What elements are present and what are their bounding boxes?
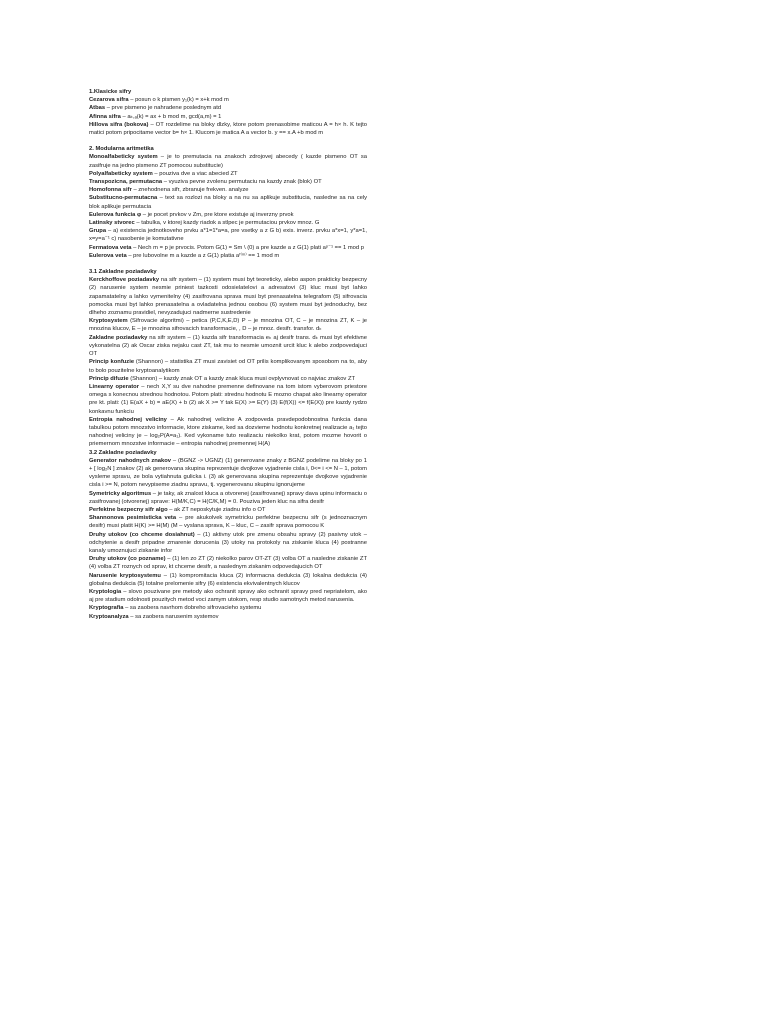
entry-paragraph [89,170,367,178]
entry-term: Polyalfabeticky system [89,170,153,177]
entry-paragraph [89,178,367,186]
entry-text: – a) existencia jednotkoveho prvku a*1=1*a=a, pre vsetky a z G b) exis. inverz. prvku a*x=1, y*a=1, x=y=a⁻¹ c) nasobenie je komutativne [89,228,367,243]
entry-text: (Shannon) – statistika ZT musi zavisiet od OT prilis komplikovanym sposobom na to, aby to bolo pouzitelne kryptoanalytikom [89,359,367,374]
entry-paragraph [89,375,367,383]
entry-text: – pre lubovolne m a kazde a z G(1) platia aᶠ⁽ᵐ⁾ == 1 mod m [126,252,280,259]
entry-paragraph [89,96,367,104]
entry-term: Monoalfabeticky system [89,154,158,161]
entry-paragraph [89,514,367,530]
entry-paragraph [89,276,367,317]
document-page [89,88,367,621]
entry-text: – je pocet prvkov v Zm, pre ktore existuje aj inverzny prvok [141,211,294,218]
entry-paragraph [89,416,367,449]
entry-paragraph [89,506,367,514]
entry-text: – pouziva dve a viac abecied ZT [152,170,238,177]
entry-text: – aₖ,ₐ(k) = ax + b mod m, gcd(a,m) = 1 [120,113,222,120]
entry-term: Kryptografia [89,605,124,612]
entry-paragraph [89,555,367,571]
entry-text: – znehodnena sifr, zbranuje frekven. analyze [131,187,249,194]
entry-text: na sifr system – (1) system musi byt teoreticky, alebo aspon prakticky bezpecny (2) narusenie system nesmie priniest tazkosti odosielatelovi a adresatovi (3) kluc musi byt lahko zapamatatelny a lahko vymenitelny (4) zasifrovana sprava musi byt prenasatelna telegrafom (5) sifrovacia pomocka musi byt lahko prenasatelna a ovladatelna jednou osobou (6) system musi byt jednoduchy, bez dlheho zoznamu pravidiel, nevyzadujuci nadmerne sustredenie [89,277,367,317]
entry-term: Narusenie kryptosystemu [89,572,161,579]
entry-text: – (BGNZ -> UGNZ) (1) generovane znaky z BGNZ podelime na bloky po 1 + [ log₂N ] znakov (2) ak generovana skupina reprezentuje dvojkove vyjadrenie cisla i, 0<= i <= N – 1, potom vysleme spravu, ze bola vytiahnuta gulicka i. (3) ak generovana skupina reprezentuje dvojkove vyjadrenie cisla i >= N, potom nevypiseme ziadnu spravu, tj. vygenerovanu skupinu ignorujeme [89,457,367,489]
entry-paragraph [89,613,367,621]
entry-paragraph [89,186,367,194]
entry-paragraph [89,358,367,374]
entry-paragraph [89,244,367,252]
entry-paragraph [89,588,367,604]
entry-term: Kryptosystem [89,318,128,325]
entry-text: – pre akukolvek symetricku perfektne bezpecnu sifr (s jednoznacnym desifr) musi platit H(K) >= H(M) (M – vyslana sprava, K – kluc, C – zasifr sprava pomocou K [89,515,367,530]
entry-term: Zakladne poziadavky [89,334,148,341]
entry-paragraph [89,153,367,169]
entry-term: Perfektne bezpecny sifr algo [89,506,168,513]
section-title: 2. Modularna aritmetika [89,146,154,153]
entry-text: – ak ZT neposkytuje ziadnu info o OT [167,506,266,513]
entry-term: Hillova sifra (bokova) [89,121,149,128]
entry-paragraph [89,104,367,112]
entry-term: Afinna sifra [89,113,121,120]
entry-paragraph [89,194,367,210]
entry-paragraph [89,121,367,137]
entry-term: Linearny operator [89,383,139,390]
entry-text: – (1) len zo ZT (2) niekolko parov OT-ZT (3) volba OT a nasledne ziskanie ZT (4) volba ZT roznych od sprav, kt chceme desifr, a naslednym ziskanim odpovedajucich OT [89,556,367,571]
entry-text: – sa zaobera navrhom dobreho sifrovacieho systemu [123,605,262,612]
entry-term: Cezarova sifra [89,97,129,104]
entry-term: Atbas [89,105,106,112]
entry-term: Substitucno-permutacna [89,195,158,202]
entry-paragraph [89,383,367,416]
entry-term: Princip difuzie [89,375,129,382]
entry-term: Eulerova funkcia φ [89,211,142,218]
entry-text: – Ak nahodnej velicine A zodpoveda pravdepodobnostna funkcia dana tabulkou potom mnozstvo informacie, ktore ziskame, ked sa dozvieme hodnotu konkretnej realizacie a₁ tejto nahodnej veliciny je – log₂P(A=a₁). Ked vykoname tuto realizaciu niekolko krat, potom mozme hovorit o priemernom mnozstve informacie – entropia nahodnej premennej H(A) [89,416,367,448]
entry-paragraph [89,252,367,260]
entry-term: Latinsky stvorec [89,220,135,227]
entry-text: – (1) aktivny utok pre zmenu obsahu spravy (2) pasivny utok – odchytenie a desifr pripadne zmarenie dorucenia (3) utoky na protokoly na ziskanie kluca (4) postranne kanaly umoznujuci ziskanie infor [89,531,367,554]
entry-text: – nech X,Y su dve nahodne premenne definovane na tom istom vyberovom priestore omega s konecnou strednou hodnotou. Potom plati: strednu hodnotu E mozno chapat ako linearny operator pre kt. plati: (1) E(aX + b) = aE(X) + b (2) ak X >= Y tak E(X) >= E(Y) (3) E(f(X)) <= f(E(X)) pre kazdy rydzo konkavnu funkciu [89,383,367,415]
entry-paragraph [89,604,367,612]
entry-term: Kryptologia [89,588,122,595]
entry-text: – je taky, ak znalost kluca a otvorenej (zasifrovanej) spravy dava upinu informaciu o zasifrovanej (otvorenej) sprave: H(M/K,C) = H(C/K,M) = 0. Pouziva jeden kluc na sifra desifr [89,490,367,505]
entry-term: Princip konfuzie [89,359,135,366]
entry-paragraph [89,490,367,506]
entry-term: Transpozicna, permutacna [89,179,163,186]
entry-text: – slovo pouzivane pre metody ako ochranit spravy ako ochranit spravy pred nepriatelom, ako aj pre stadium odolnosti pouzitych metod voci zamym utokom, resp studio samotnych metod narusenia. [89,588,367,604]
entry-paragraph [89,113,367,121]
entry-text: – OT rozdelime na bloky dlzky, ktore potom prenasobime maticou A = h× h. K tejto matici potom pripocitame vector b= h× 1. Klucom je matica A a vector b. y == x.A +b mod m [89,121,367,137]
section-title: 3.1 Zakladne poziadavky [89,269,157,276]
entry-term: Druhy utokov (co chceme dosiahnut) [89,531,195,538]
section-gap [89,260,367,268]
entry-text: – (1) kompromitacia kluca (2) informacna dedukcia (3) lokalna dedukcia (4) globalna dedukcia (5) totalne prelomenie sifry (6) existencia ekvivalentnych klucov [89,572,367,587]
entry-term: Entropia nahodnej veliciny [89,416,167,423]
entry-text: – Nech m = p je prvocis. Potom G(1) = Sm \ (0) a pre kazde a z G(1) plati aᵖ⁻¹ == 1 mod p [131,244,364,251]
section-title: 1.Klasicke sifry [89,89,132,95]
entry-paragraph [89,572,367,588]
entry-paragraph [89,531,367,556]
entry-term: Eulerova veta [89,252,127,259]
entry-term: Shannonova pesimisticka veta [89,515,177,522]
entry-paragraph [89,457,367,490]
entry-term: Kerckhoffove poziadavky [89,277,160,284]
section-title: 3.2 Zakladne poziadavky [89,449,157,456]
entry-paragraph [89,227,367,243]
entry-paragraph [89,219,367,227]
entry-term: Symetricky algoritmus [89,490,152,497]
entry-text: – posun o k pismen y₁(k) = x+k mod m [128,97,229,104]
section-gap [89,137,367,145]
entry-text: (Sifrovacie algoritmi) – petica (P,C,K,E,D) P – je mnozina OT, C – je mnozina ZT, K – je mnozina klucov, E – je mnozina sifrovacich transformacie, , D – je mnoz. desifr. transfor. dₖ [89,318,367,333]
entry-text: – tabulka, v ktorej kazdy riadok a stlpec je permutaciou prvkov mnoz. G [134,220,320,227]
entry-term: Grupa [89,228,107,235]
entry-term: Homofonna sifr [89,187,132,194]
entry-term: Druhy utokov (co pozname) [89,556,166,563]
entry-text: – text sa rozlozi na bloky a na nu sa aplikuje substitucia, nasledne sa na cely blok aplikuje permutacia [89,195,367,210]
entry-text: na sifr system – (1) kazda sifr transformacia eₖ aj desifr trans. dₖ musi byt efektivne vykonatelna (2) ak Oscar ziska nejaku cast ZT, tak mu to nesmie umoznit urcit kluc k alebo zodpovedajuci OT [89,334,367,358]
entry-text: – je to premutacia na znakoch zdrojovej abecedy ( kazde pismeno OT sa zasifruje na jedno pismeno ZT pomocou substitucie) [89,154,368,169]
entry-term: Generator nahodnych znakov [89,457,171,464]
entry-text: – prve pismeno je nahradene poslednym atd [105,105,222,112]
entry-paragraph [89,211,367,219]
entry-text: (Shannon) – kazdy znak OT a kazdy znak kluca musi ovplyvnovat co najviac znakov ZT [128,375,356,382]
entry-term: Kryptoanalyza [89,613,129,620]
entry-text: – sa zaobera narusenim systemov [128,613,219,620]
entry-text: – vyuziva pevne zvolenu permutaciu na kazdy znak (blok) OT [162,179,322,186]
entry-paragraph [89,317,367,333]
entry-paragraph [89,334,367,359]
entry-term: Fermatova veta [89,244,132,251]
